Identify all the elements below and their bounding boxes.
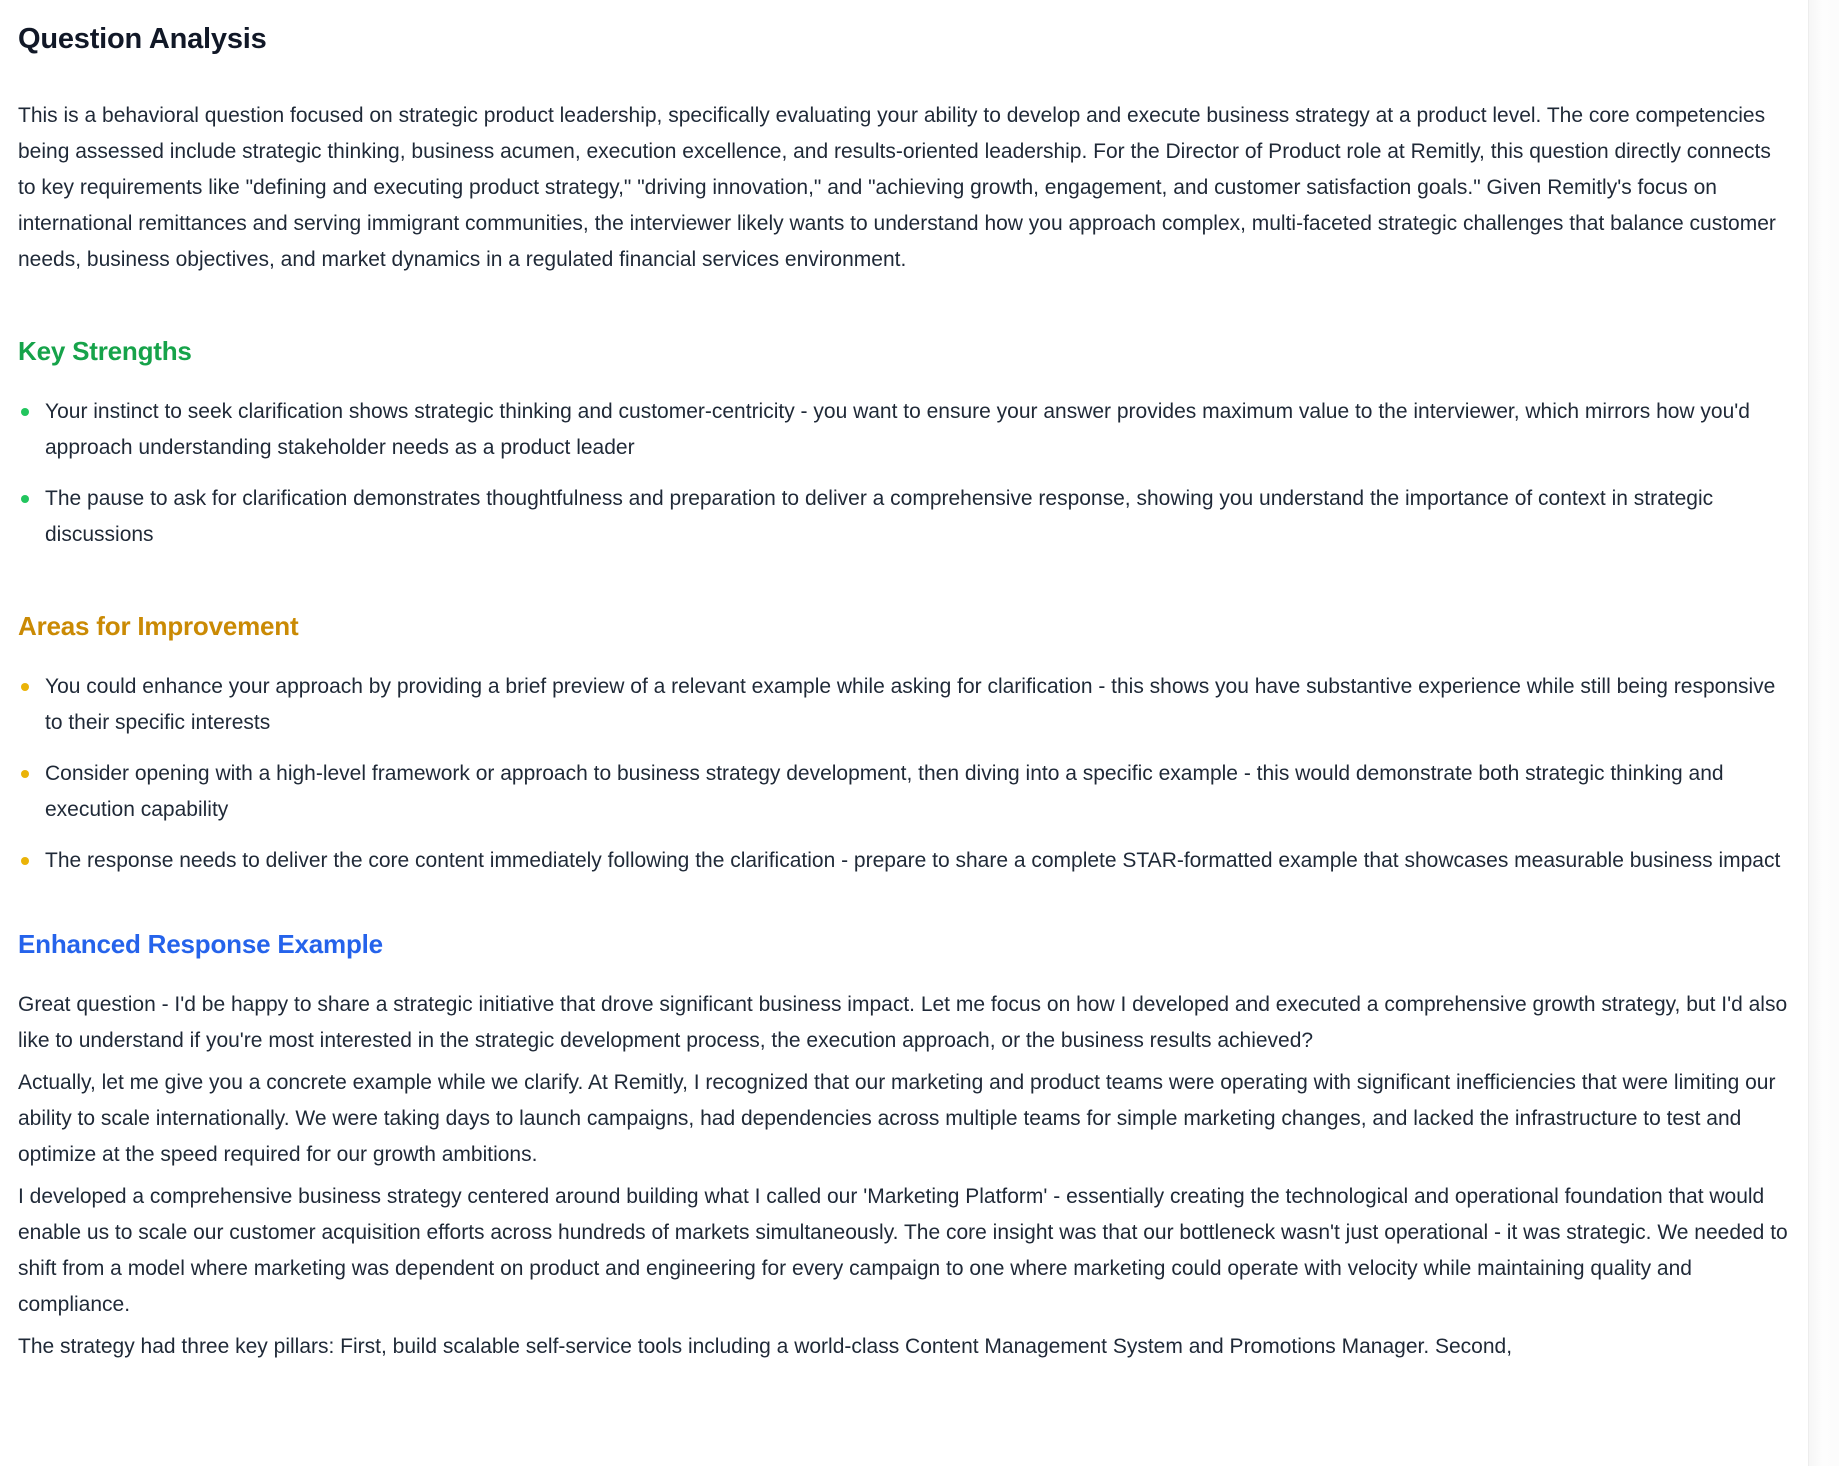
improvement-item-text: You could enhance your approach by providing a brief preview of a relevant example while asking for clarification - this shows you have substantive experience while still being responsive to their specific interests — [45, 675, 1776, 734]
section-key-strengths — [18, 334, 1788, 553]
strength-item-text: The pause to ask for clarification demonstrates thoughtfulness and preparation to deliver a comprehensive response, showing you understand the importance of context in strategic discussions — [45, 487, 1714, 546]
key-strengths-list — [18, 394, 1788, 553]
improvement-item — [18, 756, 1788, 828]
page-title: Question Analysis — [18, 23, 267, 55]
areas-for-improvement-heading: Areas for Improvement — [18, 611, 299, 641]
bullet-dot-icon — [21, 495, 29, 503]
areas-for-improvement-list — [18, 669, 1788, 879]
bullet-dot-icon — [21, 770, 29, 778]
improvement-item — [18, 843, 1788, 879]
enhanced-response-paragraph: I developed a comprehensive business strategy centered around building what I called our 'Marketing Platform' - essentially creating the technological and operational foundation that would enable us to scale our customer acquisition efforts across hundreds of markets simultaneously. The core insight was that our bottleneck wasn't just operational - it was strategic. We needed to shift from a model where marketing was dependent on product and engineering for every campaign to one where marketing could operate with velocity while maintaining quality and compliance. — [18, 1185, 1788, 1316]
section-enhanced-response — [18, 927, 1788, 1365]
section-question-analysis — [18, 20, 1788, 278]
strength-item — [18, 481, 1788, 553]
question-analysis-paragraph: This is a behavioral question focused on strategic product leadership, specifically evaluating your ability to develop and execute business strategy at a product level. The core competencies being assessed include strategic thinking, business acumen, execution excellence, and results-oriented leadership. For the Director of Product role at Remitly, this question directly connects to key requirements like "defining and executing product strategy," "driving innovation," and "achieving growth, engagement, and customer satisfaction goals." Given Remitly's focus on international remittances and serving immigrant communities, the interviewer likely wants to understand how you approach complex, multi-faceted strategic challenges that balance customer needs, business objectives, and market dynamics in a regulated financial services environment. — [18, 104, 1776, 271]
enhanced-response-paragraph: The strategy had three key pillars: First, build scalable self-service tools including a world-class Content Management System and Promotions Manager. Second, — [18, 1335, 1513, 1358]
enhanced-response-paragraph: Great question - I'd be happy to share a strategic initiative that drove significant business impact. Let me focus on how I developed and executed a comprehensive growth strategy, but I'd also like to understand if you're most interested in the strategic development process, the execution approach, or the business results achieved? — [18, 993, 1788, 1052]
bullet-dot-icon — [21, 683, 29, 691]
bullet-dot-icon — [21, 408, 29, 416]
improvement-item-text: Consider opening with a high-level framework or approach to business strategy development, then diving into a specific example - this would demonstrate both strategic thinking and execution capability — [45, 762, 1724, 821]
strength-item-text: Your instinct to seek clarification shows strategic thinking and customer-centricity - you want to ensure your answer provides maximum value to the interviewer, which mirrors how you'd approach understanding stakeholder needs as a product leader — [45, 400, 1750, 459]
strength-item — [18, 394, 1788, 466]
improvement-item — [18, 669, 1788, 741]
section-areas-for-improvement — [18, 609, 1788, 879]
enhanced-response-paragraph: Actually, let me give you a concrete example while we clarify. At Remitly, I recognized that our marketing and product teams were operating with significant inefficiencies that were limiting our ability to scale internationally. We were taking days to launch campaigns, had dependencies across multiple teams for simple marketing changes, and lacked the infrastructure to test and optimize at the speed required for our growth ambitions. — [18, 1071, 1776, 1166]
enhanced-response-heading: Enhanced Response Example — [18, 929, 383, 959]
improvement-item-text: The response needs to deliver the core content immediately following the clarification - prepare to share a complete STAR-formatted example that showcases measurable business impact — [45, 849, 1781, 872]
scrollbar-track[interactable] — [1808, 0, 1839, 1466]
key-strengths-heading: Key Strengths — [18, 336, 192, 366]
bullet-dot-icon — [21, 857, 29, 865]
